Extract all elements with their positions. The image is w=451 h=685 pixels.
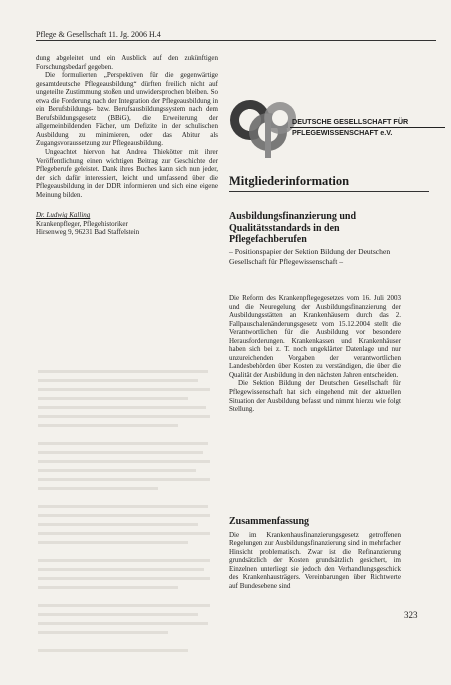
summary-heading: Zusammenfassung — [229, 516, 310, 527]
article-paragraph-1: Die Reform des Krankenpflegegesetzes vom 16. Juli 2003 und die Neuregelung der Ausbildungsfinanzierung der Ausbildungsstätten an Krankenhäusern durch das 2. Fallpauschalenänderungsgesetz vom 15.12.2004 stellt die Verantwortlichen für die Ausbildung vor besondere Herausforderungen. Krankenkassen und Krankenhäuser haben sich bei z. T. noch ungeklärter Datenlage und nur unzureichenden Vorgaben der verantwortlichen Landesbehörden über Kosten zu verständigen, die über die Qualität der Ausbildung in den nächsten Jahren entscheiden. — [229, 294, 401, 379]
logo-line-2: PFLEGEWISSENSCHAFT e.V. — [292, 128, 393, 137]
logo-divider — [290, 127, 445, 128]
left-paragraph-1: dung abgeleitet und ein Ausblick auf den zukünftigen Forschungsbedarf gegeben. — [36, 54, 218, 71]
running-head: Pflege & Gesellschaft 11. Jg. 2006 H.4 — [36, 30, 436, 41]
article-title: Ausbildungsfinanzierung und Qualitätsstandards in den Pflegefachberufen — [229, 211, 357, 245]
author-name: Dr. Ludwig Kalling — [36, 211, 91, 220]
author-role: Krankenpfleger, Pflegehistoriker — [36, 219, 128, 228]
bleed-through-text — [30, 364, 220, 664]
left-paragraph-2: Die formulierten „Perspektiven für die gegenwärtige gesamtdeutsche Pflegeausbildung“ dürften freilich nicht auf ungeteilte Zustimmung stoßen und unwidersprochen bleiben. So etwa die Forderung nach der Integration der Pflegeausbildung in ein Berufsbildungs- bzw. Berufsausbildungssystem nach dem Berufsbildungsgesetz (BBiG), die Erweiterung der allgemeinbildenden Fächer, um Defizite in der schulischen Ausbildung zu minimieren, oder das Abitur als Zugangsvoraussetzung zur Pflegeausbildung. — [36, 71, 218, 148]
right-column — [229, 294, 401, 414]
left-column — [36, 54, 218, 237]
section-title: Mitgliederinformation — [229, 174, 429, 192]
summary-text: Die im Krankenhausfinanzierungsgesetz getroffenen Regelungen zur Ausbildungsfinanzierung sind in mehrfacher Hinsicht problematisch. Zwar ist die Refinanzierung grundsätzlich der Kosten grundsätzlich gesichert, im Einzelnen unterliegt sie jedoch den Verhandlungsgeschick des Krankenhausträgers. Vereinbarungen über Richtwerte auf Bundesebene sind — [229, 531, 401, 590]
page-number: 323 — [404, 610, 418, 620]
logo-line-1: DEUTSCHE GESELLSCHAFT FÜR — [292, 117, 409, 126]
article-paragraph-2: Die Sektion Bildung der Deutschen Gesellschaft für Pflegewissenschaft hat sich eingehend mit der aktuellen Situation der Ausbildung befasst und nimmt hierzu wie folgt Stellung. — [229, 379, 401, 414]
left-paragraph-3: Ungeachtet hiervon hat Andrea Thiekötter mit ihrer Veröffentlichung einen wichtigen Beitrag zur Geschichte der Pflegeberufe geleistet. Dank ihres Buches kann sich nun jeder, der sich dafür interessiert, leicht und umfassend über die Pflegeausbildung in der DDR informieren und sich eine eigene Meinung bilden. — [36, 148, 218, 199]
article-subtitle: – Positionspapier der Sektion Bildung der Deutschen Gesellschaft für Pflegewissenschaft – — [229, 247, 391, 266]
author-address: Hirsenweg 9, 96231 Bad Staffelstein — [36, 228, 140, 237]
